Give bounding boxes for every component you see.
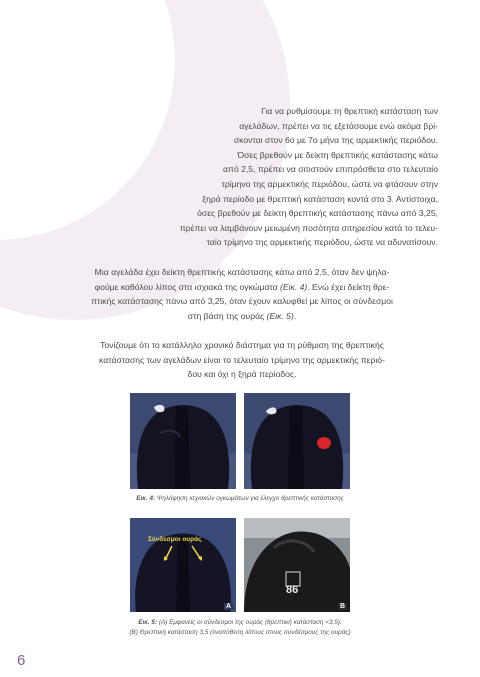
paragraph1-line: τρίμηνο της αρμεκτικής περιόδου, ώστε να φτάσουν στην xyxy=(221,178,438,189)
photo-tag-a: A xyxy=(225,603,231,610)
figure5-caption-line1: (Α) Εμφανείς οι σύνδεσμοι της ουράς (θρεπτική κατάσταση <3,5). xyxy=(157,619,342,626)
figure4-caption-label: Εικ. 4: xyxy=(136,495,156,502)
figure5-caption-label: Εικ. 5: xyxy=(138,619,158,626)
tail-ligaments-label: Σύνδεσμοι ουράς xyxy=(148,536,202,543)
cow-rear-highlight-illustration xyxy=(244,393,350,489)
ear-tag-number: 86 xyxy=(286,584,299,596)
photo-tag-b: B xyxy=(339,603,345,610)
figure5-photo-b xyxy=(244,518,350,612)
paragraph1-line: Για να ρυθμίσουμε τη θρεπτική κατάσταση των xyxy=(261,106,438,116)
paragraph3-line: Τονίζουμε ότι το κατάλληλο χρονικό διάστημα για τη ρύθμιση της θρεπτικής xyxy=(100,340,384,350)
paragraph1-line: σκονται στον 6ο με 7ο μήνα της αρμεκτικής περιόδου. xyxy=(233,135,438,146)
figure4-reference: (Εικ. 4) xyxy=(280,281,308,292)
cow-tailhead-illustration xyxy=(130,518,236,612)
paragraph1-line: ταίο τρίμηνο της αρμεκτικής περιόδου, ώστε να αδυνατίσουν. xyxy=(206,237,438,248)
paragraph-feeding-adjustment xyxy=(148,104,438,250)
cow-rear-illustration xyxy=(130,393,236,489)
figure5-caption xyxy=(40,618,440,637)
paragraph1-line: όσες βρεθούν με δείκτη θρεπτικής κατάστασης πάνω από 3,25, xyxy=(197,208,438,219)
paragraph1-line: από 2,5, πρέπει να σιτιστούν επιπρόσθετα στο τελευταίο xyxy=(223,164,438,175)
figure4-caption-text: Ψηλάφηση ισχιακών ογκωμάτων για έλεγχο θρεπτικής κατάστασης xyxy=(155,495,344,502)
figure4-photo-left xyxy=(130,393,236,489)
hip-bone-marker xyxy=(317,437,331,449)
figure5-caption-line2: (Β) Θρεπτική κατάσταση 3,5 (εναπόθεση λίπους στους συνδέσμους της ουράς) xyxy=(129,628,351,636)
figure4-photo-right xyxy=(244,393,350,489)
cow-ear-tag-illustration xyxy=(244,518,350,612)
paragraph3-line: κατάστασης των αγελάδων είναι το τελευταίο τρίμηνο της αρμεκτικής περιό- xyxy=(99,354,385,365)
paragraph-condition-score xyxy=(36,265,448,323)
paragraph2-line: στη βάση της ουράς xyxy=(187,310,267,321)
paragraph2-line: Μια αγελάδα έχει δείκτη θρεπτικής κατάστασης κάτω από 2,5, όταν δεν ψηλα- xyxy=(94,267,390,277)
paragraph1-line: Όσες βρεθούν με δείκτη θρεπτικής κατάστασης κάτω xyxy=(237,149,438,160)
paragraph3-line: δου και όχι η ξηρά περίοδος. xyxy=(187,369,297,380)
paragraph2-line: φούμε καθόλου λίπος στα ισχιακά της ογκώματα xyxy=(94,281,281,292)
page-number: 6 xyxy=(17,652,26,669)
figure4-caption xyxy=(60,495,420,502)
paragraph2-line: . xyxy=(293,310,297,321)
figure5-photo-a xyxy=(130,518,236,612)
paragraph1-line: πρέπει να λαμβάνουν μειωμένη ποσότητα σιτηρεσίου κατά το τελευ- xyxy=(179,222,438,233)
paragraph2-line: πτικής κατάστασης πάνω από 3,25, όταν έχουν καλυφθεί με λίπος οι σύνδεσμοι xyxy=(91,296,393,307)
figure5-reference: (Εικ. 5) xyxy=(266,310,294,321)
paragraph1-line: ξηρά περίοδο με θρεπτική κατάσταση κοντά στο 3. Αντίστοιχα, xyxy=(202,193,438,204)
paragraph1-line: αγελάδων, πρέπει να τις εξετάσουμε ενώ ακόμα βρί- xyxy=(239,120,438,131)
paragraph-timing xyxy=(36,338,448,382)
paragraph2-line: . Ενώ έχει δείκτη θρε- xyxy=(307,281,390,292)
